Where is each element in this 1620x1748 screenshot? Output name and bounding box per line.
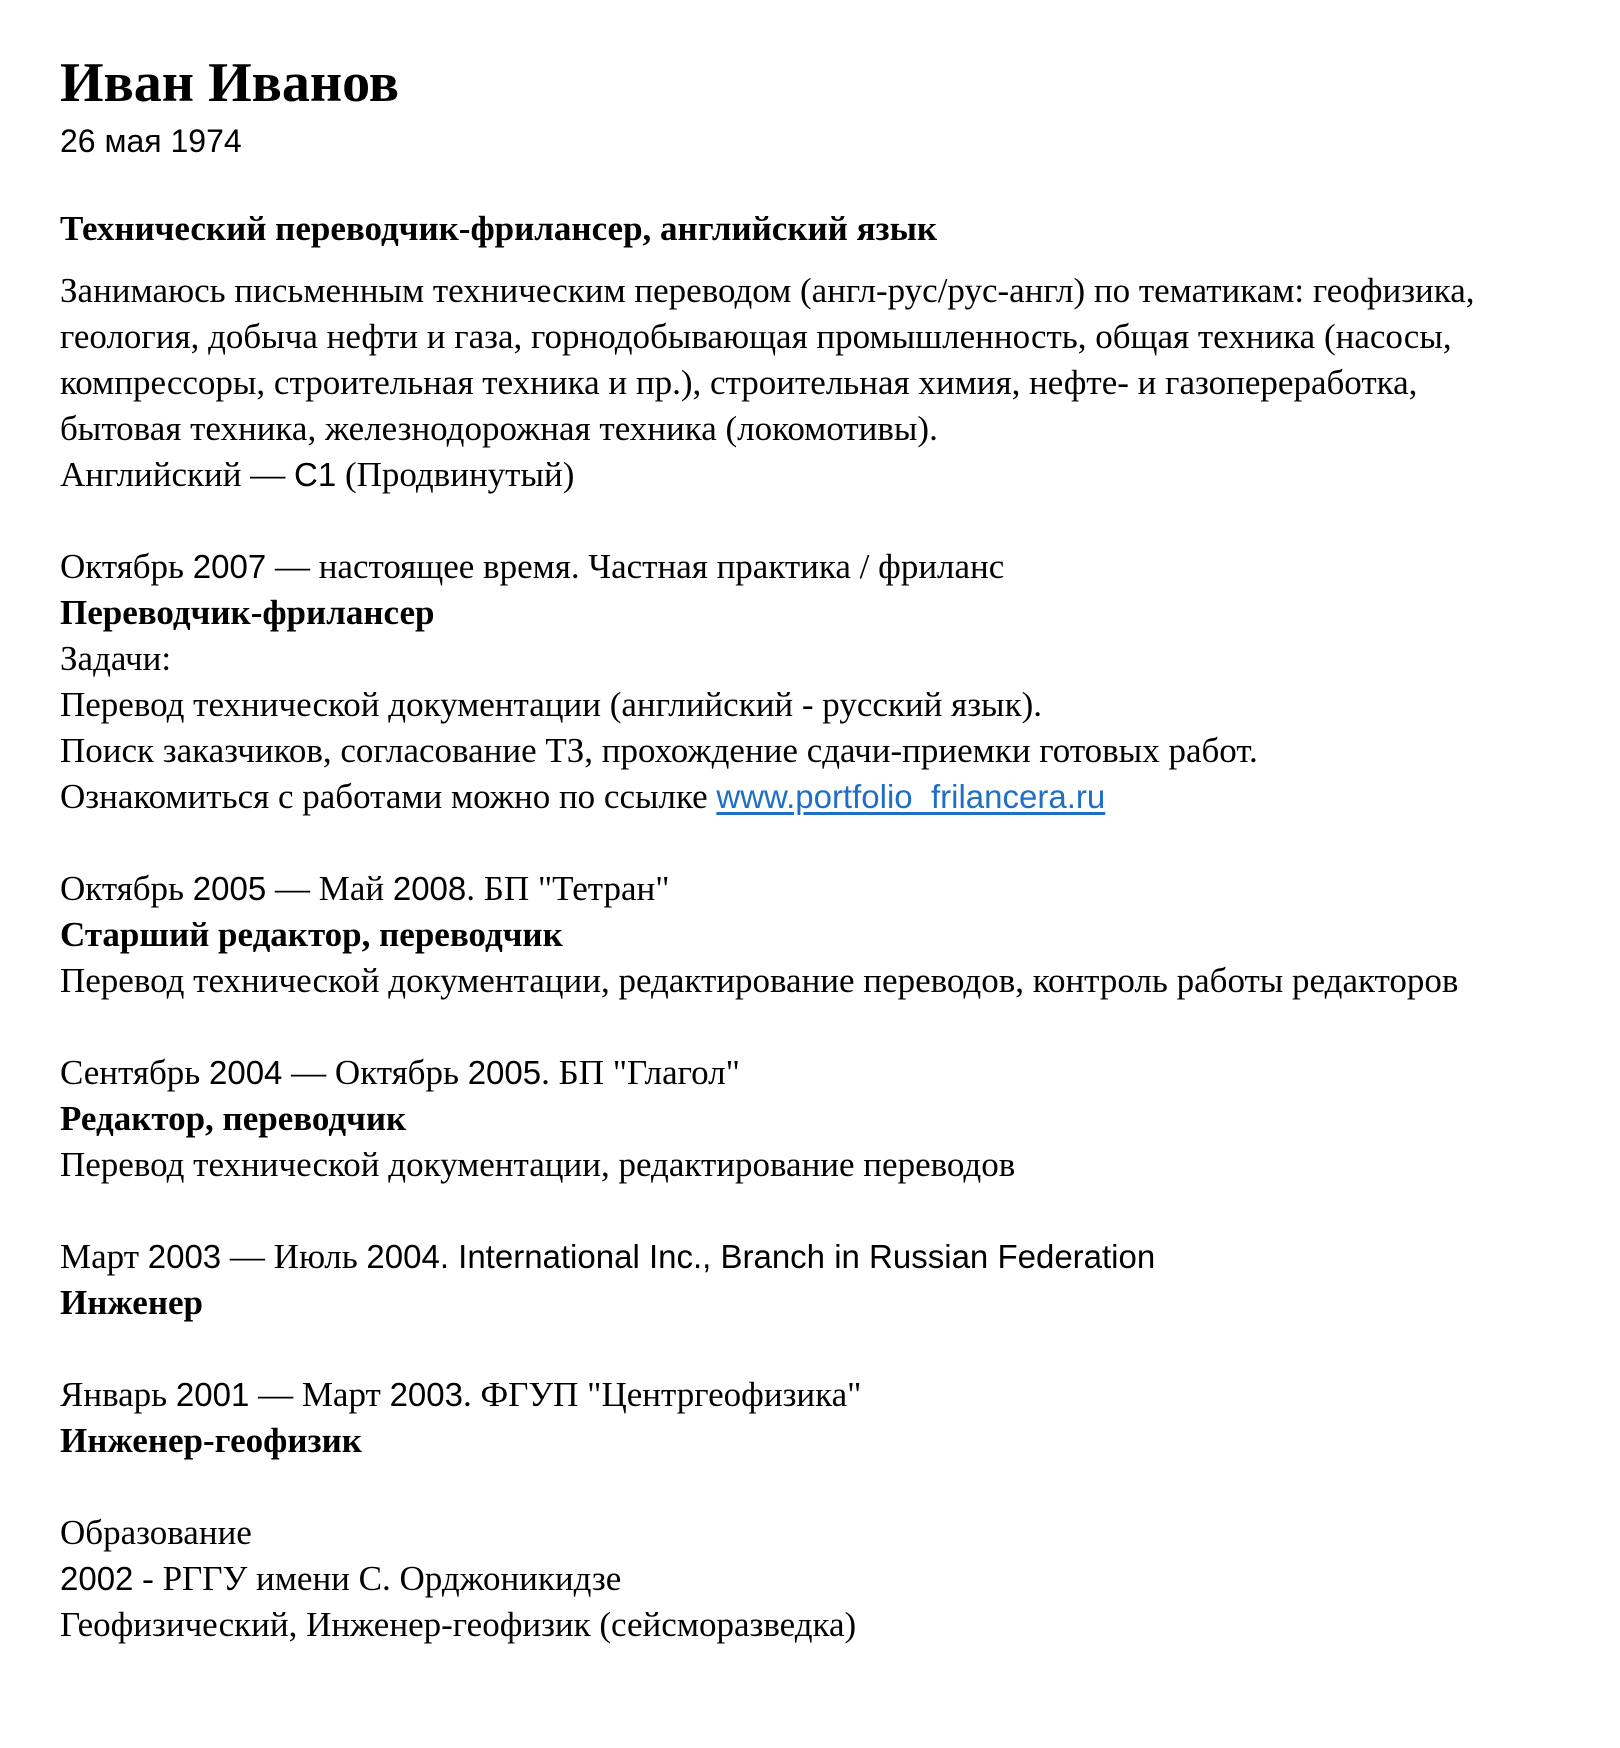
period-month: Октябрь — [60, 869, 193, 908]
education-line — [60, 1556, 621, 1602]
job-role: Старший редактор, переводчик — [60, 915, 563, 954]
period-year: 2001 — [175, 1376, 250, 1413]
education-heading: Образование — [60, 1513, 252, 1552]
job-description: Перевод технической документации, редактирование переводов — [60, 1145, 1016, 1184]
language-text: (Продвинутый) — [336, 455, 575, 494]
language-prefix: Английский — — [60, 455, 295, 494]
period-month: Октябрь — [60, 547, 193, 586]
language-code: C1 — [294, 456, 337, 493]
period-year-end: 2008 — [392, 870, 467, 907]
job-period — [60, 866, 670, 912]
portfolio-line — [60, 774, 1105, 820]
period-year-end: 2005 — [467, 1054, 542, 1091]
job-role: Инженер-геофизик — [60, 1421, 362, 1460]
education-institution: - РГГУ имени С. Орджоникидзе — [133, 1559, 622, 1598]
period-year: 2004 — [209, 1054, 283, 1091]
period-year-end: 2003 — [389, 1376, 463, 1413]
education-faculty: Геофизический, Инженер-геофизик (сейсморазведка) — [60, 1605, 857, 1644]
period-month: Март — [60, 1237, 148, 1276]
portfolio-link[interactable]: www.portfolio_frilancera.ru — [716, 778, 1106, 815]
period-mid: — Октябрь — [282, 1053, 468, 1092]
period-rest: — настоящее время. Частная практика / фриланс — [266, 547, 1005, 586]
job-role: Инженер — [60, 1283, 204, 1322]
job-period — [60, 1050, 740, 1096]
period-mid: — Июль — [221, 1237, 367, 1276]
candidate-name: Иван Иванов — [60, 52, 399, 114]
summary-line: компрессоры, строительная техника и пр.), строительная химия, нефте- и газопереработка, — [60, 363, 1418, 402]
job-period — [60, 544, 1004, 590]
portfolio-text: Ознакомиться с работами можно по ссылке — [60, 777, 717, 816]
job-description: Перевод технической документации, редактирование переводов, контроль работы редакторов — [60, 961, 1459, 1000]
period-rest: . БП "Глагол" — [541, 1053, 740, 1092]
education-year: 2002 — [60, 1560, 134, 1597]
summary-line: бытовая техника, железнодорожная техника (локомотивы). — [60, 409, 938, 448]
summary-line: геология, добыча нефти и газа, горнодобывающая промышленность, общая техника (насосы, — [60, 317, 1452, 356]
period-year: 2003 — [147, 1238, 222, 1275]
birth-date: 26 мая 1974 — [60, 123, 242, 159]
position-title: Технический переводчик-фрилансер, английский язык — [60, 209, 938, 248]
job-period — [60, 1234, 1155, 1280]
period-rest: 2004. International Inc., Branch in Russian Federation — [366, 1238, 1156, 1275]
tasks-label: Задачи: — [60, 639, 172, 678]
job-period — [60, 1372, 861, 1418]
period-mid: — Май — [266, 869, 393, 908]
period-month: Сентябрь — [60, 1053, 209, 1092]
period-mid: — Март — [249, 1375, 390, 1414]
period-rest: . БП "Тетран" — [466, 869, 670, 908]
period-year: 2007 — [192, 548, 267, 585]
job-role: Редактор, переводчик — [60, 1099, 407, 1138]
job-role: Переводчик-фрилансер — [60, 593, 435, 632]
period-month: Январь — [60, 1375, 176, 1414]
job-detail: Поиск заказчиков, согласование ТЗ, прохождение сдачи-приемки готовых работ. — [60, 731, 1258, 770]
language-level — [60, 452, 574, 498]
period-year: 2005 — [192, 870, 267, 907]
job-detail: Перевод технической документации (английский - русский язык). — [60, 685, 1042, 724]
period-rest: . ФГУП "Центргеофизика" — [462, 1375, 862, 1414]
summary-line: Занимаюсь письменным техническим переводом (англ-рус/рус-англ) по тематикам: геофизика, — [60, 271, 1475, 310]
